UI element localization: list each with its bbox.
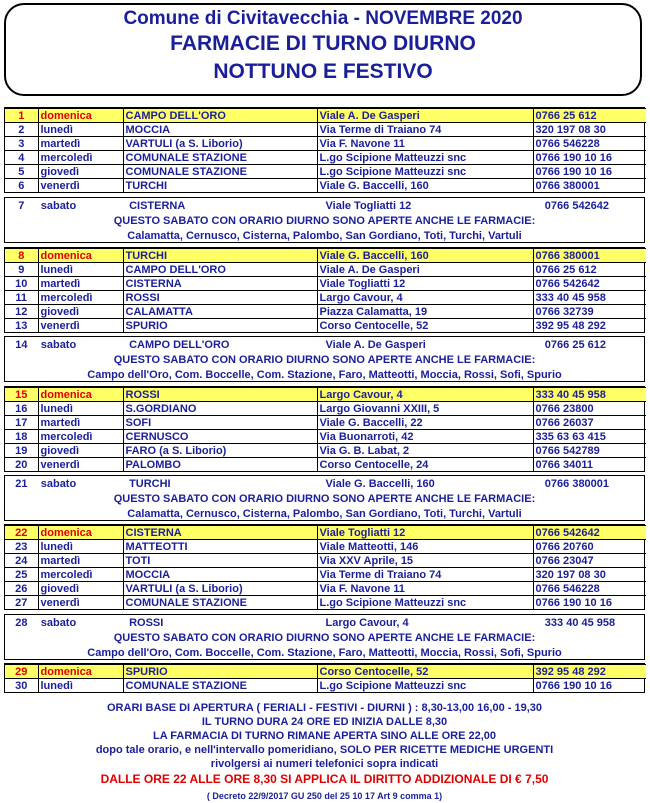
saturday-notice: QUESTO SABATO CON ORARIO DIURNO SONO APERTE ANCHE LE FARMACIE: bbox=[113, 632, 536, 644]
cell-name: MOCCIA bbox=[123, 568, 317, 582]
cell-phone: 0766 190 10 16 bbox=[533, 596, 646, 610]
saturday-day: sabato bbox=[40, 339, 77, 351]
cell-day: martedì bbox=[38, 137, 123, 151]
table-row bbox=[5, 277, 646, 291]
cell-name: TURCHI bbox=[123, 179, 317, 193]
week-table bbox=[4, 386, 645, 472]
table-row bbox=[5, 291, 646, 305]
cell-name: PALOMBO bbox=[123, 458, 317, 472]
cell-name: ROSSI bbox=[123, 291, 317, 305]
page-title: Comune di Civitavecchia - NOVEMBRE 2020 bbox=[123, 8, 523, 29]
saturday-n: 14 bbox=[15, 339, 28, 351]
cell-day: mercoledì bbox=[38, 151, 123, 165]
cell-address: Piazza Calamatta, 19 bbox=[317, 305, 533, 319]
cell-phone: 0766 23800 bbox=[533, 402, 646, 416]
cell-address: L.go Scipione Matteuzzi snc bbox=[317, 596, 533, 610]
cell-address: Via F. Navone 11 bbox=[317, 582, 533, 596]
saturday-phone: 333 40 45 958 bbox=[544, 617, 616, 629]
table-row bbox=[5, 568, 646, 582]
week-table bbox=[4, 524, 645, 610]
cell-n: 4 bbox=[5, 151, 38, 165]
cell-day: lunedì bbox=[38, 263, 123, 277]
saturday-box bbox=[4, 336, 645, 382]
cell-day: giovedì bbox=[38, 165, 123, 179]
cell-phone: 0766 20760 bbox=[533, 540, 646, 554]
cell-n: 25 bbox=[5, 568, 38, 582]
table-row bbox=[5, 319, 646, 333]
saturday-phone: 0766 380001 bbox=[544, 478, 610, 490]
cell-n: 11 bbox=[5, 291, 38, 305]
saturday-row bbox=[5, 337, 644, 353]
cell-name: CALAMATTA bbox=[123, 305, 317, 319]
cell-address: Largo Cavour, 4 bbox=[317, 291, 533, 305]
cell-n: 30 bbox=[5, 679, 38, 693]
cell-name: CISTERNA bbox=[123, 526, 317, 540]
saturday-day: sabato bbox=[40, 200, 77, 212]
footer-surcharge-notice: DALLE ORE 22 ALLE ORE 8,30 SI APPLICA IL DIRITTO ADDIZIONALE DI € 7,50 bbox=[100, 772, 549, 786]
saturday-pharmacy-list: Calamatta, Cernusco, Cisterna, Palombo, San Gordiano, Toti, Turchi, Vartuli bbox=[127, 230, 522, 242]
page-subtitle-2: NOTTUNO E FESTIVO bbox=[213, 60, 433, 83]
cell-name: VARTULI (a S. Liborio) bbox=[123, 582, 317, 596]
saturday-pharmacy-list: Campo dell'Oro, Com. Boccelle, Com. Stazione, Faro, Matteotti, Moccia, Rossi, Sofi, Spurio bbox=[87, 647, 562, 659]
table-row bbox=[5, 137, 646, 151]
page-subtitle: FARMACIE DI TURNO DIURNO bbox=[170, 32, 476, 55]
cell-phone: 333 40 45 958 bbox=[533, 388, 646, 402]
cell-name: MATTEOTTI bbox=[123, 540, 317, 554]
cell-name: MOCCIA bbox=[123, 123, 317, 137]
footer-opening-hours: ORARI BASE DI APERTURA ( FERIALI - FESTIVI - DIURNI ) : 8,30-13,00 16,00 - 19,30 bbox=[107, 702, 542, 714]
saturday-address: Largo Cavour, 4 bbox=[325, 617, 409, 629]
cell-address: Viale G. Baccelli, 160 bbox=[317, 179, 533, 193]
cell-day: venerdì bbox=[38, 179, 123, 193]
cell-n: 26 bbox=[5, 582, 38, 596]
cell-day: domenica bbox=[38, 388, 123, 402]
cell-name: FARO (a S. Liborio) bbox=[123, 444, 317, 458]
saturday-n: 28 bbox=[15, 617, 28, 629]
cell-phone: 0766 25 612 bbox=[533, 263, 646, 277]
cell-address: Viale Matteotti, 146 bbox=[317, 540, 533, 554]
cell-phone: 0766 542789 bbox=[533, 444, 646, 458]
cell-n: 9 bbox=[5, 263, 38, 277]
cell-day: venerdì bbox=[38, 458, 123, 472]
table-row bbox=[5, 123, 646, 137]
saturday-phone: 0766 542642 bbox=[544, 200, 610, 212]
saturday-pharmacy-list: Calamatta, Cernusco, Cisterna, Palombo, San Gordiano, Toti, Turchi, Vartuli bbox=[127, 508, 522, 520]
cell-day: martedì bbox=[38, 416, 123, 430]
cell-phone: 0766 546228 bbox=[533, 137, 646, 151]
saturday-n: 7 bbox=[18, 200, 25, 212]
cell-address: Viale Togliatti 12 bbox=[317, 277, 533, 291]
table-row bbox=[5, 582, 646, 596]
footer-notes bbox=[4, 701, 645, 803]
cell-phone: 0766 380001 bbox=[533, 249, 646, 263]
cell-n: 24 bbox=[5, 554, 38, 568]
saturday-box bbox=[4, 614, 645, 660]
saturday-notice: QUESTO SABATO CON ORARIO DIURNO SONO APERTE ANCHE LE FARMACIE: bbox=[113, 493, 536, 505]
saturday-name: CISTERNA bbox=[129, 200, 186, 212]
cell-day: domenica bbox=[38, 109, 123, 123]
saturday-n: 21 bbox=[15, 478, 28, 490]
cell-phone: 0766 190 10 16 bbox=[533, 165, 646, 179]
cell-phone: 333 40 45 958 bbox=[533, 291, 646, 305]
table-row bbox=[5, 165, 646, 179]
table-row bbox=[5, 416, 646, 430]
cell-n: 3 bbox=[5, 137, 38, 151]
cell-name: SOFI bbox=[123, 416, 317, 430]
cell-day: martedì bbox=[38, 554, 123, 568]
cell-n: 8 bbox=[5, 249, 38, 263]
cell-phone: 0766 190 10 16 bbox=[533, 151, 646, 165]
table-row bbox=[5, 109, 646, 123]
cell-n: 5 bbox=[5, 165, 38, 179]
cell-day: domenica bbox=[38, 526, 123, 540]
cell-name: TURCHI bbox=[123, 249, 317, 263]
cell-name: VARTULI (a S. Liborio) bbox=[123, 137, 317, 151]
cell-name: TOTI bbox=[123, 554, 317, 568]
cell-n: 1 bbox=[5, 109, 38, 123]
cell-phone: 335 63 63 415 bbox=[533, 430, 646, 444]
cell-address: Viale A. De Gasperi bbox=[317, 109, 533, 123]
cell-address: Viale G. Baccelli, 160 bbox=[317, 249, 533, 263]
cell-n: 10 bbox=[5, 277, 38, 291]
cell-phone: 320 197 08 30 bbox=[533, 568, 646, 582]
cell-day: giovedì bbox=[38, 582, 123, 596]
cell-address: Viale G. Baccelli, 22 bbox=[317, 416, 533, 430]
cell-phone: 0766 546228 bbox=[533, 582, 646, 596]
saturday-row bbox=[5, 476, 644, 492]
saturday-address: Viale Togliatti 12 bbox=[325, 200, 412, 212]
cell-phone: 0766 542642 bbox=[533, 277, 646, 291]
table-row bbox=[5, 679, 646, 693]
cell-phone: 392 95 48 292 bbox=[533, 319, 646, 333]
table-row bbox=[5, 249, 646, 263]
cell-phone: 320 197 08 30 bbox=[533, 123, 646, 137]
cell-n: 29 bbox=[5, 665, 38, 679]
cell-n: 22 bbox=[5, 526, 38, 540]
footer-phone-note: rivolgersi ai numeri telefonici sopra indicati bbox=[210, 758, 439, 770]
table-row bbox=[5, 444, 646, 458]
cell-address: Via F. Navone 11 bbox=[317, 137, 533, 151]
saturday-name: TURCHI bbox=[129, 478, 171, 490]
cell-name: S.GORDIANO bbox=[123, 402, 317, 416]
cell-n: 19 bbox=[5, 444, 38, 458]
cell-n: 17 bbox=[5, 416, 38, 430]
saturday-day: sabato bbox=[40, 617, 77, 629]
table-row bbox=[5, 540, 646, 554]
cell-address: L.go Scipione Matteuzzi snc bbox=[317, 165, 533, 179]
cell-address: Corso Centocelle, 52 bbox=[317, 319, 533, 333]
footer-decree: ( Decreto 22/9/2017 GU 250 del 25 10 17 Art 9 comma 1) bbox=[206, 791, 443, 801]
cell-address: Via Terme di Traiano 74 bbox=[317, 123, 533, 137]
cell-address: Largo Giovanni XXIII, 5 bbox=[317, 402, 533, 416]
table-row bbox=[5, 402, 646, 416]
week-table bbox=[4, 107, 645, 193]
cell-name: SPURIO bbox=[123, 665, 317, 679]
saturday-row bbox=[5, 198, 644, 214]
table-row bbox=[5, 305, 646, 319]
cell-phone: 0766 190 10 16 bbox=[533, 679, 646, 693]
saturday-box bbox=[4, 475, 645, 521]
cell-name: SPURIO bbox=[123, 319, 317, 333]
footer-turn-duration: IL TURNO DURA 24 ORE ED INIZIA DALLE 8,30 bbox=[201, 716, 448, 728]
saturday-phone: 0766 25 612 bbox=[544, 339, 606, 351]
saturday-notice: QUESTO SABATO CON ORARIO DIURNO SONO APERTE ANCHE LE FARMACIE: bbox=[113, 215, 536, 227]
cell-name: COMUNALE STAZIONE bbox=[123, 151, 317, 165]
table-row bbox=[5, 554, 646, 568]
cell-address: Viale Togliatti 12 bbox=[317, 526, 533, 540]
footer-urgent-note: dopo tale orario, e nell'intervallo pomeridiano, SOLO PER RICETTE MEDICHE URGENTI bbox=[95, 744, 554, 756]
cell-day: venerdì bbox=[38, 319, 123, 333]
title-box bbox=[4, 3, 642, 96]
cell-address: Via G. B. Labat, 2 bbox=[317, 444, 533, 458]
table-row bbox=[5, 388, 646, 402]
table-row bbox=[5, 263, 646, 277]
cell-phone: 0766 32739 bbox=[533, 305, 646, 319]
cell-n: 23 bbox=[5, 540, 38, 554]
cell-day: giovedì bbox=[38, 305, 123, 319]
cell-n: 12 bbox=[5, 305, 38, 319]
cell-n: 16 bbox=[5, 402, 38, 416]
cell-address: Via Buonarroti, 42 bbox=[317, 430, 533, 444]
cell-phone: 392 95 48 292 bbox=[533, 665, 646, 679]
saturday-notice: QUESTO SABATO CON ORARIO DIURNO SONO APERTE ANCHE LE FARMACIE: bbox=[113, 354, 536, 366]
cell-address: Largo Cavour, 4 bbox=[317, 388, 533, 402]
cell-name: CISTERNA bbox=[123, 277, 317, 291]
cell-day: mercoledì bbox=[38, 291, 123, 305]
saturday-day: sabato bbox=[40, 478, 77, 490]
cell-n: 2 bbox=[5, 123, 38, 137]
cell-address: Via Terme di Traiano 74 bbox=[317, 568, 533, 582]
cell-name: ROSSI bbox=[123, 388, 317, 402]
cell-phone: 0766 25 612 bbox=[533, 109, 646, 123]
cell-phone: 0766 23047 bbox=[533, 554, 646, 568]
cell-day: lunedì bbox=[38, 540, 123, 554]
saturday-row bbox=[5, 615, 644, 631]
footer-closing-time: LA FARMACIA DI TURNO RIMANE APERTA SINO ALLE ORE 22,00 bbox=[152, 730, 497, 742]
cell-n: 6 bbox=[5, 179, 38, 193]
cell-day: mercoledì bbox=[38, 568, 123, 582]
table-row bbox=[5, 151, 646, 165]
cell-day: mercoledì bbox=[38, 430, 123, 444]
table-row bbox=[5, 526, 646, 540]
cell-name: CAMPO DELL'ORO bbox=[123, 109, 317, 123]
saturday-box bbox=[4, 197, 645, 243]
cell-n: 18 bbox=[5, 430, 38, 444]
saturday-address: Viale G. Baccelli, 160 bbox=[325, 478, 435, 490]
cell-address: Corso Centocelle, 24 bbox=[317, 458, 533, 472]
saturday-pharmacy-list: Campo dell'Oro, Com. Boccelle, Com. Stazione, Faro, Matteotti, Moccia, Rossi, Sofi, Spurio bbox=[87, 369, 562, 381]
cell-address: Corso Centocelle, 52 bbox=[317, 665, 533, 679]
cell-name: COMUNALE STAZIONE bbox=[123, 679, 317, 693]
saturday-name: ROSSI bbox=[129, 617, 164, 629]
table-row bbox=[5, 458, 646, 472]
cell-day: lunedì bbox=[38, 679, 123, 693]
cell-n: 20 bbox=[5, 458, 38, 472]
table-row bbox=[5, 430, 646, 444]
cell-name: CAMPO DELL'ORO bbox=[123, 263, 317, 277]
cell-address: Viale A. De Gasperi bbox=[317, 263, 533, 277]
cell-n: 15 bbox=[5, 388, 38, 402]
cell-day: lunedì bbox=[38, 123, 123, 137]
table-row bbox=[5, 179, 646, 193]
cell-phone: 0766 34011 bbox=[533, 458, 646, 472]
cell-phone: 0766 26037 bbox=[533, 416, 646, 430]
cell-n: 27 bbox=[5, 596, 38, 610]
week-table bbox=[4, 663, 645, 693]
cell-name: CERNUSCO bbox=[123, 430, 317, 444]
cell-name: COMUNALE STAZIONE bbox=[123, 165, 317, 179]
cell-phone: 0766 542642 bbox=[533, 526, 646, 540]
table-row bbox=[5, 596, 646, 610]
cell-phone: 0766 380001 bbox=[533, 179, 646, 193]
cell-day: lunedì bbox=[38, 402, 123, 416]
cell-n: 13 bbox=[5, 319, 38, 333]
cell-day: martedì bbox=[38, 277, 123, 291]
cell-day: domenica bbox=[38, 249, 123, 263]
week-table bbox=[4, 247, 645, 333]
saturday-address: Viale A. De Gasperi bbox=[325, 339, 426, 351]
cell-address: L.go Scipione Matteuzzi snc bbox=[317, 679, 533, 693]
cell-day: venerdì bbox=[38, 596, 123, 610]
cell-day: giovedì bbox=[38, 444, 123, 458]
cell-day: domenica bbox=[38, 665, 123, 679]
saturday-name: CAMPO DELL'ORO bbox=[129, 339, 230, 351]
cell-address: L.go Scipione Matteuzzi snc bbox=[317, 151, 533, 165]
cell-name: COMUNALE STAZIONE bbox=[123, 596, 317, 610]
table-row bbox=[5, 665, 646, 679]
cell-address: Via XXV Aprile, 15 bbox=[317, 554, 533, 568]
